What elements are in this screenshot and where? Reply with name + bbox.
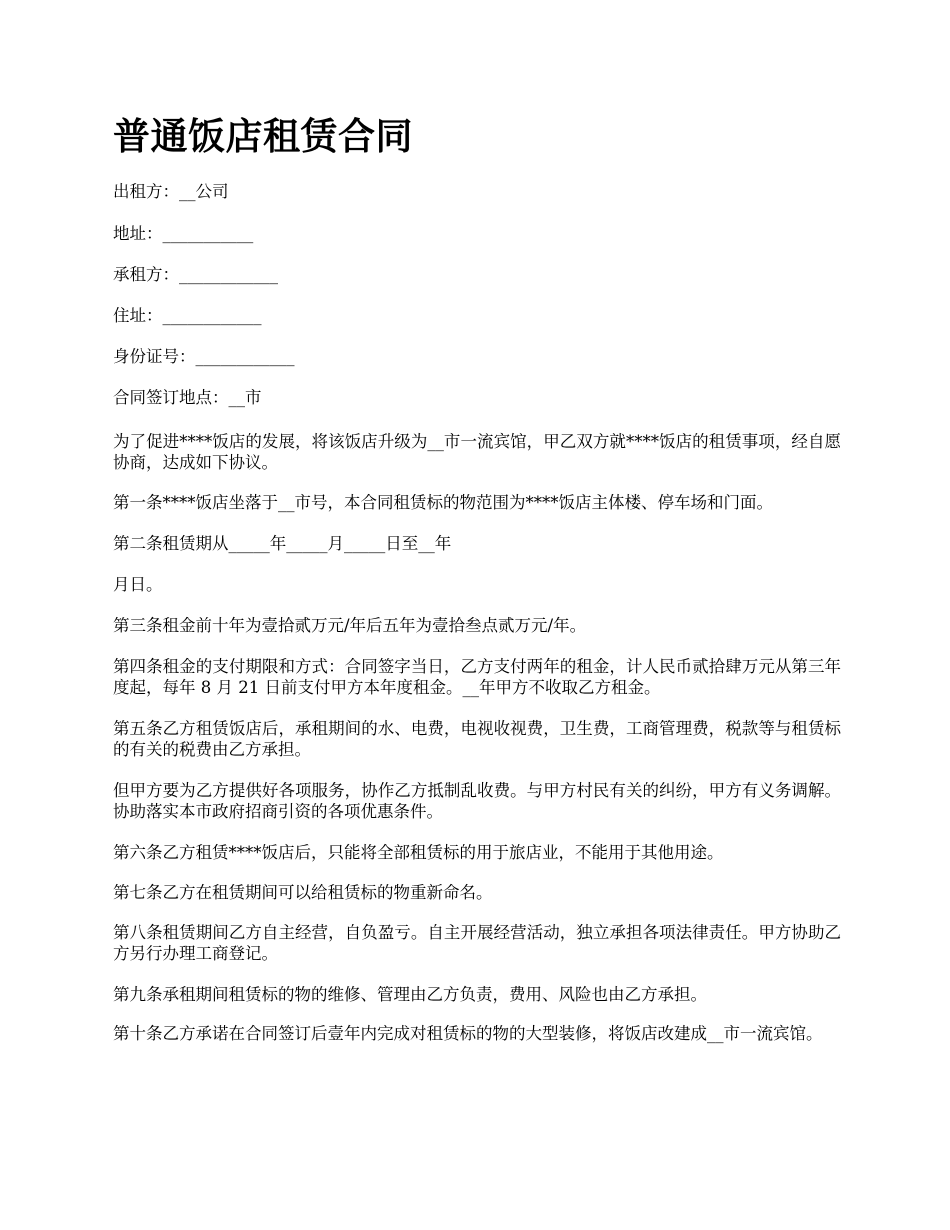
article-2-continued: 月日。: [113, 575, 163, 594]
preamble-paragraph: 为了促进****饭店的发展，将该饭店升级为__市一流宾馆，甲乙双方就****饭店的租赁事项，经自愿协商，达成如下协议。: [113, 432, 841, 472]
article-1: 第一条****饭店坐落于__市号，本合同租赁标的物范围为****饭店主体楼、停车场和门面。: [113, 493, 773, 512]
article-7: 第七条乙方在租赁期间可以给租赁标的物重新命名。: [113, 883, 493, 902]
article-8: 第八条租赁期间乙方自主经营，自负盈亏。自主开展经营活动，独立承担各项法律责任。甲方协助乙方另行办理工商登记。: [113, 923, 841, 963]
article-9: 第九条承租期间租赁标的物的维修、管理由乙方负责，费用、风险也由乙方承担。: [113, 985, 707, 1004]
lessor-line: 出租方：__公司: [113, 182, 229, 201]
article-4: 第四条租金的支付期限和方式：合同签字当日，乙方支付两年的租金，计人民币贰拾肆万元从第三年度起，每年 8 月 21 日前支付甲方本年度租金。__年甲方不收取乙方租金。: [113, 657, 841, 697]
lessor-address-line: 地址：___________: [113, 224, 254, 243]
article-10: 第十条乙方承诺在合同签订后壹年内完成对租赁标的物的大型装修，将饭店改建成__市一流宾馆。: [113, 1024, 823, 1043]
article-6: 第六条乙方租赁****饭店后，只能将全部租赁标的用于旅店业，不能用于其他用途。: [113, 843, 724, 862]
id-number-line: 身份证号：____________: [113, 347, 295, 366]
article-5: 第五条乙方租赁饭店后，承租期间的水、电费，电视收视费，卫生费，工商管理费，税款等与租赁标的有关的税费由乙方承担。: [113, 719, 841, 759]
article-3: 第三条租金前十年为壹拾贰万元/年后五年为壹拾叁点贰万元/年。: [113, 616, 587, 635]
lessee-line: 承租方：____________: [113, 265, 278, 284]
signing-place-line: 合同签订地点：__市: [113, 388, 262, 407]
article-2: 第二条租赁期从_____年_____月_____日至__年: [113, 534, 452, 553]
document-title: 普通饭店租赁合同: [113, 114, 413, 158]
lessee-address-line: 住址：____________: [113, 306, 262, 325]
article-5-continued: 但甲方要为乙方提供好各项服务，协作乙方抵制乱收费。与甲方村民有关的纠纷，甲方有义务调解。协助落实本市政府招商引资的各项优惠条件。: [113, 781, 841, 821]
